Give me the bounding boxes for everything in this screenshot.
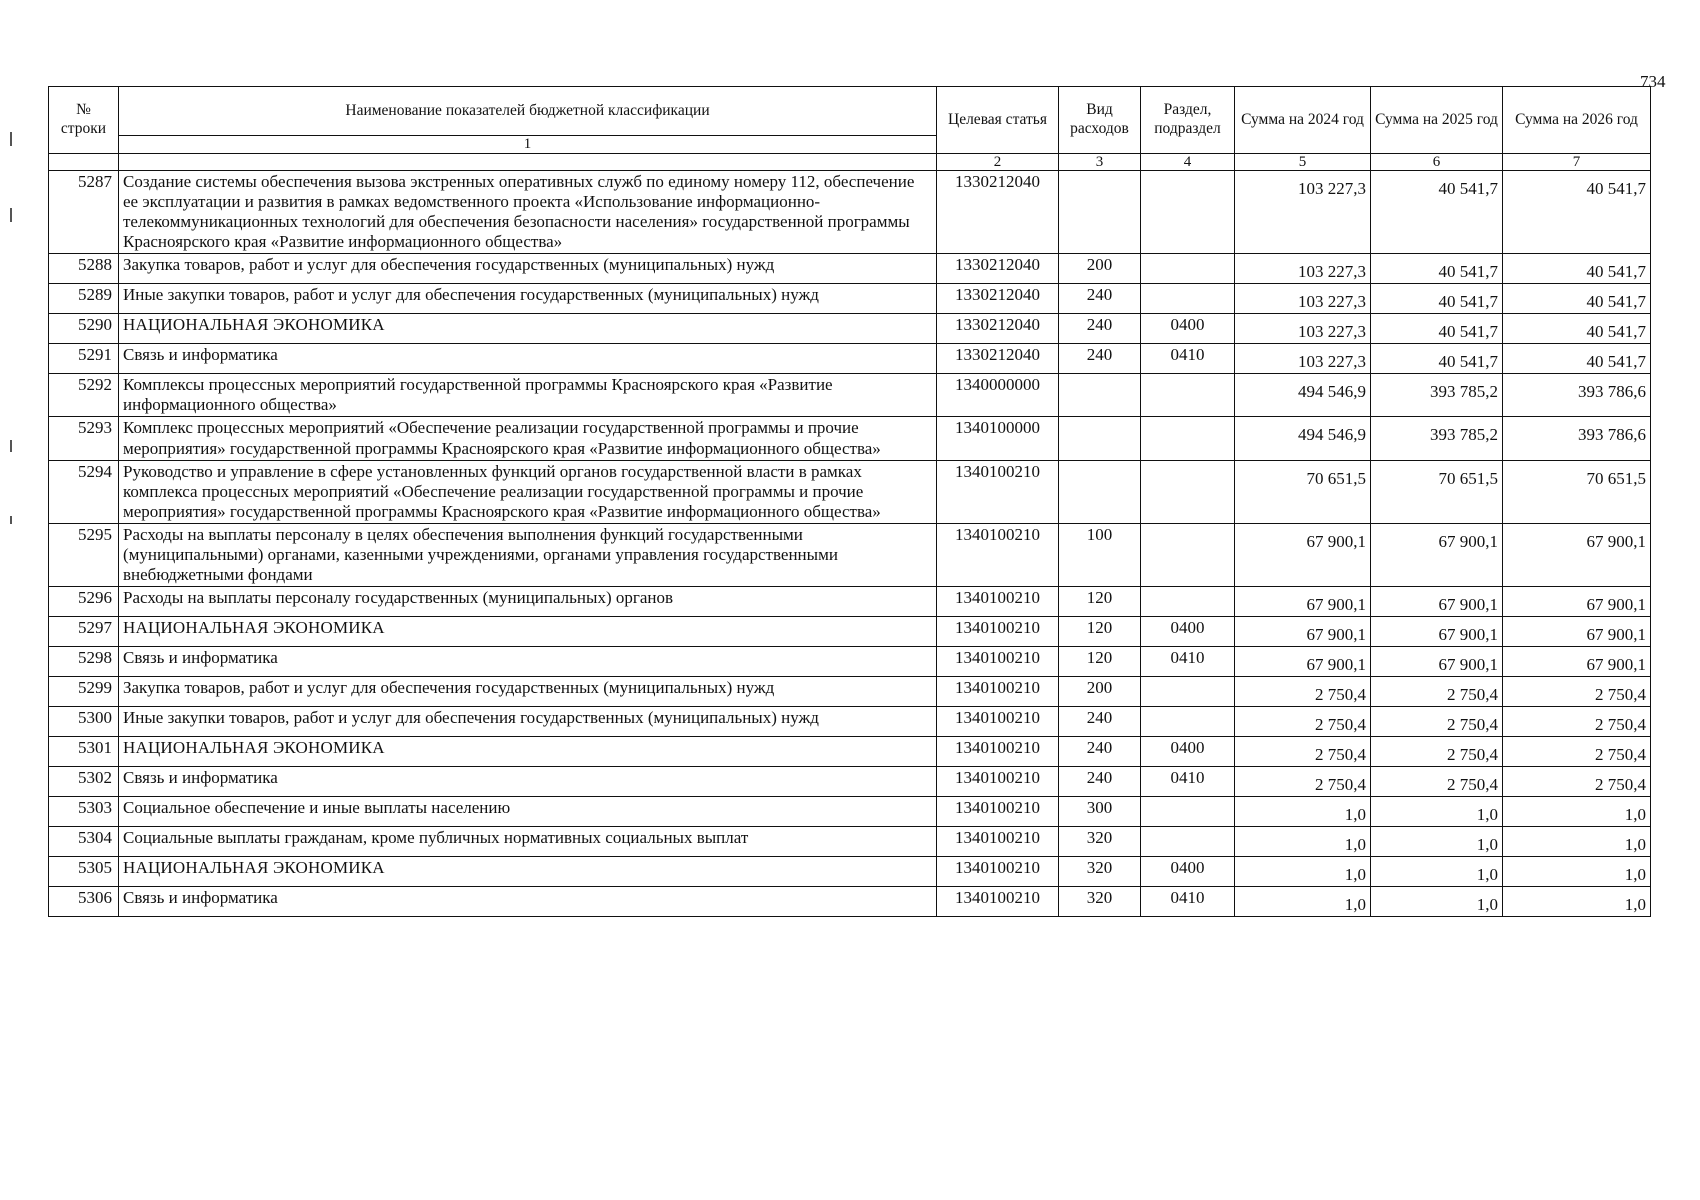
row-target-article: 1330212040 (937, 344, 1059, 374)
row-section (1141, 171, 1235, 254)
row-target-article: 1330212040 (937, 254, 1059, 284)
column-number: 1 (119, 136, 937, 154)
row-section (1141, 254, 1235, 284)
row-section (1141, 417, 1235, 460)
row-name: Социальные выплаты гражданам, кроме публичных нормативных социальных выплат (119, 827, 937, 857)
row-sum-2026: 2 750,4 (1503, 676, 1651, 706)
row-sum-2026: 67 900,1 (1503, 616, 1651, 646)
row-sum-2025: 40 541,7 (1371, 344, 1503, 374)
table-row (49, 646, 1651, 676)
row-sum-2026: 67 900,1 (1503, 586, 1651, 616)
budget-table (48, 86, 1651, 917)
table-row (49, 827, 1651, 857)
table-row (49, 586, 1651, 616)
row-sum-2026: 40 541,7 (1503, 344, 1651, 374)
header-sum-2024: Сумма на 2024 год (1235, 87, 1371, 154)
row-sum-2026: 40 541,7 (1503, 171, 1651, 254)
column-number: 6 (1371, 153, 1503, 171)
row-expense-type: 240 (1059, 314, 1141, 344)
header-target: Целевая статья (937, 87, 1059, 154)
row-expense-type: 300 (1059, 797, 1141, 827)
row-sum-2026: 40 541,7 (1503, 314, 1651, 344)
table-row (49, 284, 1651, 314)
row-section (1141, 676, 1235, 706)
row-number: 5301 (49, 737, 119, 767)
row-section (1141, 460, 1235, 523)
row-section: 0410 (1141, 344, 1235, 374)
row-section: 0400 (1141, 314, 1235, 344)
row-section (1141, 374, 1235, 417)
header-section: Раздел, подраздел (1141, 87, 1235, 154)
row-sum-2025: 40 541,7 (1371, 284, 1503, 314)
binding-mark (10, 132, 12, 146)
row-section: 0410 (1141, 767, 1235, 797)
row-target-article: 1340100210 (937, 676, 1059, 706)
row-name: НАЦИОНАЛЬНАЯ ЭКОНОМИКА (119, 314, 937, 344)
row-target-article: 1340100000 (937, 417, 1059, 460)
row-name: Расходы на выплаты персоналу государственных (муниципальных) органов (119, 586, 937, 616)
row-sum-2026: 393 786,6 (1503, 374, 1651, 417)
table-row (49, 374, 1651, 417)
row-name: Связь и информатика (119, 767, 937, 797)
row-sum-2026: 2 750,4 (1503, 767, 1651, 797)
row-sum-2025: 40 541,7 (1371, 254, 1503, 284)
row-section: 0410 (1141, 646, 1235, 676)
row-target-article: 1340100210 (937, 737, 1059, 767)
row-section: 0400 (1141, 857, 1235, 887)
row-sum-2024: 494 546,9 (1235, 417, 1371, 460)
row-target-article: 1340100210 (937, 767, 1059, 797)
table-row (49, 737, 1651, 767)
row-target-article: 1340100210 (937, 857, 1059, 887)
row-sum-2024: 2 750,4 (1235, 707, 1371, 737)
row-expense-type (1059, 460, 1141, 523)
row-expense-type: 120 (1059, 586, 1141, 616)
row-sum-2025: 70 651,5 (1371, 460, 1503, 523)
row-section: 0400 (1141, 616, 1235, 646)
row-sum-2026: 1,0 (1503, 887, 1651, 917)
table-row (49, 676, 1651, 706)
row-sum-2025: 2 750,4 (1371, 737, 1503, 767)
column-number-empty (119, 153, 937, 171)
row-sum-2024: 70 651,5 (1235, 460, 1371, 523)
row-sum-2026: 2 750,4 (1503, 707, 1651, 737)
table-body (49, 171, 1651, 917)
row-name: НАЦИОНАЛЬНАЯ ЭКОНОМИКА (119, 737, 937, 767)
row-number: 5298 (49, 646, 119, 676)
column-number: 7 (1503, 153, 1651, 171)
row-sum-2025: 67 900,1 (1371, 616, 1503, 646)
row-sum-2024: 67 900,1 (1235, 646, 1371, 676)
row-expense-type: 320 (1059, 827, 1141, 857)
row-name: Связь и информатика (119, 887, 937, 917)
row-target-article: 1340100210 (937, 827, 1059, 857)
row-sum-2025: 67 900,1 (1371, 523, 1503, 586)
row-number: 5287 (49, 171, 119, 254)
row-name: Расходы на выплаты персоналу в целях обеспечения выполнения функций государственными (муниципальными) органами, казенными учреждениями, органами управления государственными внебюджетными фондами (119, 523, 937, 586)
row-expense-type: 320 (1059, 857, 1141, 887)
header-row (49, 87, 1651, 136)
row-sum-2024: 67 900,1 (1235, 523, 1371, 586)
row-number: 5295 (49, 523, 119, 586)
binding-mark (10, 208, 12, 222)
table-row (49, 523, 1651, 586)
table-row (49, 887, 1651, 917)
row-sum-2024: 2 750,4 (1235, 767, 1371, 797)
row-name: НАЦИОНАЛЬНАЯ ЭКОНОМИКА (119, 616, 937, 646)
row-section (1141, 523, 1235, 586)
row-sum-2024: 1,0 (1235, 887, 1371, 917)
row-expense-type: 240 (1059, 707, 1141, 737)
row-sum-2025: 2 750,4 (1371, 676, 1503, 706)
column-number: 5 (1235, 153, 1371, 171)
row-sum-2026: 70 651,5 (1503, 460, 1651, 523)
row-sum-2024: 103 227,3 (1235, 254, 1371, 284)
page-number: 734 (1640, 72, 1666, 91)
row-number: 5288 (49, 254, 119, 284)
column-number: 2 (937, 153, 1059, 171)
row-target-article: 1340100210 (937, 646, 1059, 676)
row-target-article: 1340100210 (937, 707, 1059, 737)
row-target-article: 1340100210 (937, 797, 1059, 827)
row-number: 5302 (49, 767, 119, 797)
column-number: 4 (1141, 153, 1235, 171)
table-row (49, 797, 1651, 827)
row-sum-2026: 1,0 (1503, 827, 1651, 857)
row-sum-2025: 67 900,1 (1371, 586, 1503, 616)
row-section (1141, 827, 1235, 857)
row-expense-type: 200 (1059, 254, 1141, 284)
row-target-article: 1330212040 (937, 314, 1059, 344)
row-sum-2024: 103 227,3 (1235, 284, 1371, 314)
row-section: 0400 (1141, 737, 1235, 767)
row-target-article: 1340100210 (937, 616, 1059, 646)
row-sum-2024: 103 227,3 (1235, 171, 1371, 254)
row-number: 5306 (49, 887, 119, 917)
row-sum-2025: 1,0 (1371, 887, 1503, 917)
table-row (49, 616, 1651, 646)
row-sum-2024: 103 227,3 (1235, 314, 1371, 344)
row-name: Создание системы обеспечения вызова экстренных оперативных служб по единому номеру 112, обеспечение ее эксплуатации и развития в рамках ведомственного проекта «Использование информационно-телекоммуникационных технологий для обеспечения безопасности населения» государственной программы Красноярского края «Развитие информационного общества» (119, 171, 937, 254)
row-sum-2024: 2 750,4 (1235, 676, 1371, 706)
row-sum-2024: 67 900,1 (1235, 586, 1371, 616)
row-sum-2025: 2 750,4 (1371, 767, 1503, 797)
binding-mark (10, 440, 12, 452)
row-target-article: 1330212040 (937, 171, 1059, 254)
row-name: Иные закупки товаров, работ и услуг для обеспечения государственных (муниципальных) нужд (119, 707, 937, 737)
row-sum-2024: 1,0 (1235, 857, 1371, 887)
row-expense-type (1059, 417, 1141, 460)
column-number-empty (49, 153, 119, 171)
row-target-article: 1340000000 (937, 374, 1059, 417)
row-sum-2025: 1,0 (1371, 827, 1503, 857)
row-expense-type: 100 (1059, 523, 1141, 586)
row-number: 5297 (49, 616, 119, 646)
header-sum-2025: Сумма на 2025 год (1371, 87, 1503, 154)
row-sum-2024: 67 900,1 (1235, 616, 1371, 646)
row-name: Закупка товаров, работ и услуг для обеспечения государственных (муниципальных) нужд (119, 676, 937, 706)
row-expense-type: 240 (1059, 737, 1141, 767)
row-number: 5293 (49, 417, 119, 460)
header-row-no: № строки (49, 87, 119, 154)
table-row (49, 707, 1651, 737)
row-number: 5291 (49, 344, 119, 374)
row-expense-type: 240 (1059, 767, 1141, 797)
row-expense-type (1059, 171, 1141, 254)
column-number: 3 (1059, 153, 1141, 171)
row-name: Комплексы процессных мероприятий государственной программы Красноярского края «Развитие информационного общества» (119, 374, 937, 417)
row-section: 0410 (1141, 887, 1235, 917)
row-expense-type: 120 (1059, 616, 1141, 646)
row-name: Социальное обеспечение и иные выплаты населению (119, 797, 937, 827)
binding-mark (10, 516, 12, 524)
row-number: 5296 (49, 586, 119, 616)
table-row (49, 314, 1651, 344)
row-number: 5294 (49, 460, 119, 523)
row-sum-2026: 67 900,1 (1503, 646, 1651, 676)
table-row (49, 417, 1651, 460)
table-row (49, 171, 1651, 254)
header-type: Вид расходов (1059, 87, 1141, 154)
row-number: 5300 (49, 707, 119, 737)
row-expense-type (1059, 374, 1141, 417)
row-target-article: 1330212040 (937, 284, 1059, 314)
row-sum-2025: 40 541,7 (1371, 314, 1503, 344)
row-name: Иные закупки товаров, работ и услуг для обеспечения государственных (муниципальных) нужд (119, 284, 937, 314)
row-name: НАЦИОНАЛЬНАЯ ЭКОНОМИКА (119, 857, 937, 887)
row-sum-2026: 67 900,1 (1503, 523, 1651, 586)
header-name: Наименование показателей бюджетной классификации (119, 87, 937, 136)
row-name: Комплекс процессных мероприятий «Обеспечение реализации государственной программы и прочие мероприятия» государственной программы Красноярского края «Развитие информационного общества» (119, 417, 937, 460)
row-number: 5289 (49, 284, 119, 314)
row-expense-type: 200 (1059, 676, 1141, 706)
row-expense-type: 240 (1059, 284, 1141, 314)
row-sum-2025: 1,0 (1371, 797, 1503, 827)
row-sum-2025: 393 785,2 (1371, 374, 1503, 417)
row-expense-type: 120 (1059, 646, 1141, 676)
header-sum-2026: Сумма на 2026 год (1503, 87, 1651, 154)
table-row (49, 460, 1651, 523)
row-name: Руководство и управление в сфере установленных функций органов государственной власти в рамках комплекса процессных мероприятий «Обеспечение реализации государственной программы и прочие мероприятия» государственной программы Красноярского края «Развитие информационного общества» (119, 460, 937, 523)
table-row (49, 344, 1651, 374)
table-row (49, 767, 1651, 797)
row-target-article: 1340100210 (937, 523, 1059, 586)
row-sum-2024: 2 750,4 (1235, 737, 1371, 767)
row-sum-2025: 393 785,2 (1371, 417, 1503, 460)
row-sum-2026: 1,0 (1503, 857, 1651, 887)
table-row (49, 254, 1651, 284)
row-sum-2025: 2 750,4 (1371, 707, 1503, 737)
row-number: 5303 (49, 797, 119, 827)
row-section (1141, 797, 1235, 827)
row-name: Связь и информатика (119, 646, 937, 676)
row-sum-2024: 103 227,3 (1235, 344, 1371, 374)
row-section (1141, 707, 1235, 737)
row-sum-2025: 40 541,7 (1371, 171, 1503, 254)
row-target-article: 1340100210 (937, 586, 1059, 616)
row-sum-2026: 1,0 (1503, 797, 1651, 827)
row-sum-2024: 1,0 (1235, 797, 1371, 827)
row-sum-2026: 40 541,7 (1503, 284, 1651, 314)
row-expense-type: 320 (1059, 887, 1141, 917)
row-number: 5299 (49, 676, 119, 706)
row-number: 5305 (49, 857, 119, 887)
table-row (49, 857, 1651, 887)
row-sum-2026: 2 750,4 (1503, 737, 1651, 767)
row-number: 5290 (49, 314, 119, 344)
row-number: 5304 (49, 827, 119, 857)
row-expense-type: 240 (1059, 344, 1141, 374)
row-sum-2026: 40 541,7 (1503, 254, 1651, 284)
row-section (1141, 586, 1235, 616)
row-name: Связь и информатика (119, 344, 937, 374)
row-sum-2026: 393 786,6 (1503, 417, 1651, 460)
column-numbers-row (49, 153, 1651, 171)
row-target-article: 1340100210 (937, 887, 1059, 917)
row-name: Закупка товаров, работ и услуг для обеспечения государственных (муниципальных) нужд (119, 254, 937, 284)
row-sum-2024: 1,0 (1235, 827, 1371, 857)
row-sum-2025: 1,0 (1371, 857, 1503, 887)
row-number: 5292 (49, 374, 119, 417)
row-section (1141, 284, 1235, 314)
row-sum-2024: 494 546,9 (1235, 374, 1371, 417)
row-target-article: 1340100210 (937, 460, 1059, 523)
row-sum-2025: 67 900,1 (1371, 646, 1503, 676)
